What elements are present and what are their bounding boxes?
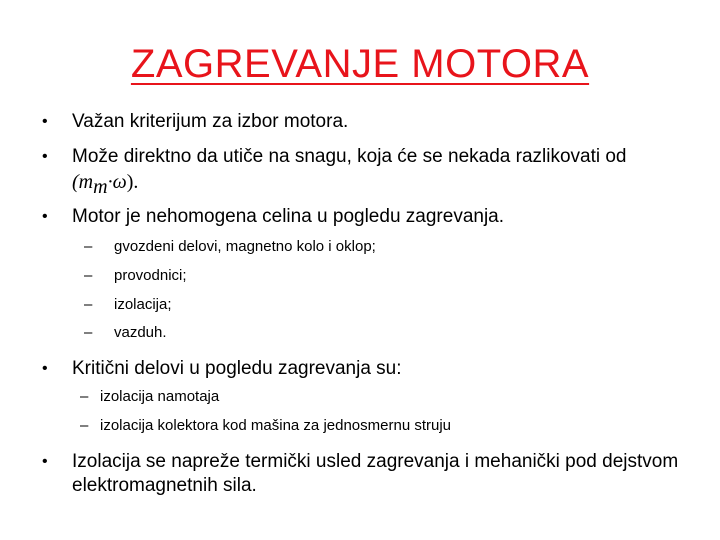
bullet-content [72, 145, 680, 199]
sub-list-item [84, 323, 167, 343]
sub-bullet-marker: – [84, 324, 93, 341]
formula-open-paren: ( [72, 171, 79, 193]
sub-list-item [80, 416, 451, 436]
bullet-item [40, 357, 680, 381]
sub-bullet-marker: – [84, 267, 93, 284]
bullet-item [40, 450, 680, 498]
sub-list-item [80, 387, 219, 407]
sub-bullet-marker: – [80, 388, 89, 405]
sub-list-text: izolacija kolektora kod mašina za jednosmernu struju [100, 417, 452, 434]
sub-list-item [84, 237, 376, 257]
bullet-item [40, 205, 680, 229]
bullet-item [40, 110, 680, 134]
formula-m-subscript: m [93, 175, 108, 198]
bullet-text: Može direktno da utiče na snagu, koja će se nekada razlikovati od [72, 146, 627, 167]
formula [72, 170, 680, 199]
bullet-text: Kritični delovi u pogledu zagrevanja su: [72, 358, 402, 379]
sub-list-item [84, 295, 172, 315]
sub-list-text: izolacija; [114, 296, 172, 313]
bullet-marker: • [42, 148, 48, 165]
bullet-text: Motor je nehomogena celina u pogledu zagrevanja. [72, 206, 505, 227]
bullet-text: Važan kriterijum za izbor motora. [72, 111, 349, 132]
sub-list-item [84, 266, 187, 286]
sub-bullet-marker: – [80, 417, 89, 434]
bullet-marker: • [42, 453, 48, 470]
formula-close: ). [126, 171, 139, 193]
bullet-text: Izolacija se napreže termički usled zagrevanja i mehanički pod dejstvom elektromagnetnih sila. [72, 451, 679, 496]
formula-omega: ω [112, 171, 127, 193]
bullet-marker: • [42, 360, 48, 377]
bullet-marker: • [42, 208, 48, 225]
sub-list-text: izolacija namotaja [100, 388, 220, 405]
sub-list-text: gvozdeni delovi, magnetno kolo i oklop; [114, 238, 376, 255]
sub-bullet-marker: – [84, 296, 93, 313]
sub-bullet-marker: – [84, 238, 93, 255]
sub-list-text: vazduh. [114, 324, 167, 341]
slide-title: ZAGREVANJE MOTORA [130, 42, 590, 86]
sub-list-text: provodnici; [114, 267, 187, 284]
bullet-marker: • [42, 113, 48, 130]
formula-m: m [78, 171, 94, 193]
formula-dot: · [107, 171, 113, 193]
bullet-item [40, 145, 680, 199]
